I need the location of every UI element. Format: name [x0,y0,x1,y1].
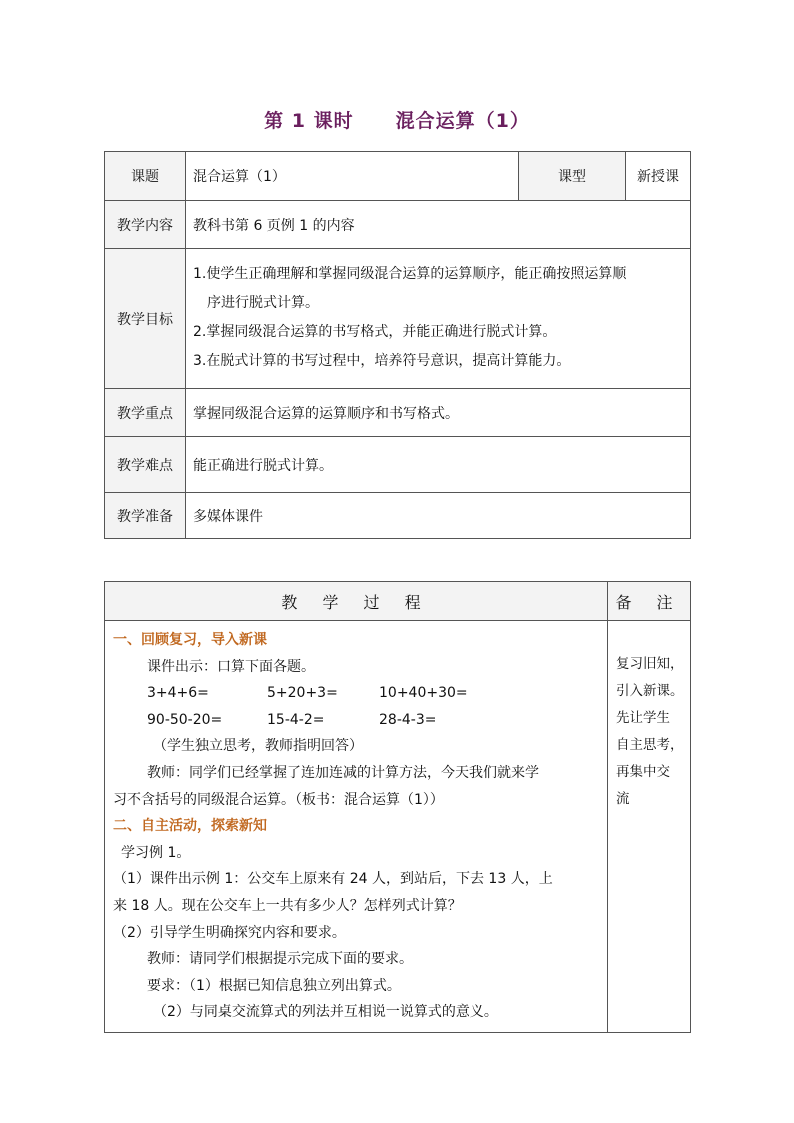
course-value: 混合运算（1） [186,152,519,201]
process-content [105,621,608,1033]
difficulty-label: 教学难点 [105,437,186,493]
content-value: 教科书第 6 页例 1 的内容 [186,201,691,249]
objective-item: 序进行脱式计算。 [207,294,319,311]
objective-item: 3.在脱式计算的书写过程中，培养符号意识，提高计算能力。 [193,352,571,369]
process-line: （2）引导学生明确探究内容和要求。 [113,924,346,941]
type-label: 课型 [519,152,626,201]
content-label: 教学内容 [105,201,186,249]
section-heading: 一、回顾复习，导入新课 [113,632,267,648]
prep-value: 多媒体课件 [186,493,691,539]
process-line: 习不含括号的同级混合运算。（板书：混合运算（1）） [113,791,444,808]
lesson-info-table [104,151,691,539]
note-line: 自主思考， [616,737,684,753]
note-line: 先让学生 [616,710,670,726]
note-line: 再集中交 [616,764,670,780]
process-header: 教 学 过 程 [105,582,608,621]
key-value: 掌握同级混合运算的运算顺序和书写格式。 [186,389,691,437]
calc-item: 15-4-2= [267,711,325,728]
section-heading: 二、自主活动，探索新知 [113,818,267,835]
calc-item: 5+20+3= [267,685,338,702]
prep-label: 教学准备 [105,493,186,539]
calc-row [113,707,599,734]
process-line: 来 18 人。现在公交车上一共有多少人？怎样列式计算？ [113,897,462,914]
notes-header: 备 注 [608,582,691,621]
calc-item: 10+40+30= [379,685,468,702]
difficulty-value: 能正确进行脱式计算。 [186,437,691,493]
teaching-process-table [104,581,691,1033]
process-line: 要求：（1）根据已知信息独立列出算式。 [147,977,401,994]
note-line: 流 [616,791,630,807]
note-line: 复习旧知， [616,656,684,672]
process-line: （学生独立思考，教师指明回答） [153,738,363,755]
type-value: 新授课 [626,152,691,201]
process-line: 教师：同学们已经掌握了连加连减的计算方法，今天我们就来学 [147,764,539,781]
process-line: 学习例 1。 [121,844,191,861]
objectives-label: 教学目标 [105,249,186,389]
objective-item: 1.使学生正确理解和掌握同级混合运算的运算顺序，能正确按照运算顺 [193,265,627,282]
objectives-list [186,249,691,389]
calc-row [113,680,599,707]
lesson-topic: 混合运算（1） [395,110,530,132]
calc-item: 90-50-20= [147,711,223,728]
calc-item: 3+4+6= [147,685,209,702]
process-line: 教师：请同学们根据提示完成下面的要求。 [147,951,413,968]
page-title [0,106,794,133]
process-line: （2）与同桌交流算式的列法并互相说一说算式的意义。 [153,1004,498,1021]
process-line: 课件出示：口算下面各题。 [147,658,315,675]
objective-item: 2.掌握同级混合运算的书写格式，并能正确进行脱式计算。 [193,323,557,340]
note-line: 引入新课。 [616,683,684,699]
notes-content [608,621,691,1033]
calc-item: 28-4-3= [379,711,437,728]
lesson-number: 第 1 课时 [264,110,354,132]
process-line: （1）课件出示例 1：公交车上原来有 24 人，到站后，下去 13 人，上 [113,871,553,888]
key-label: 教学重点 [105,389,186,437]
course-label: 课题 [105,152,186,201]
